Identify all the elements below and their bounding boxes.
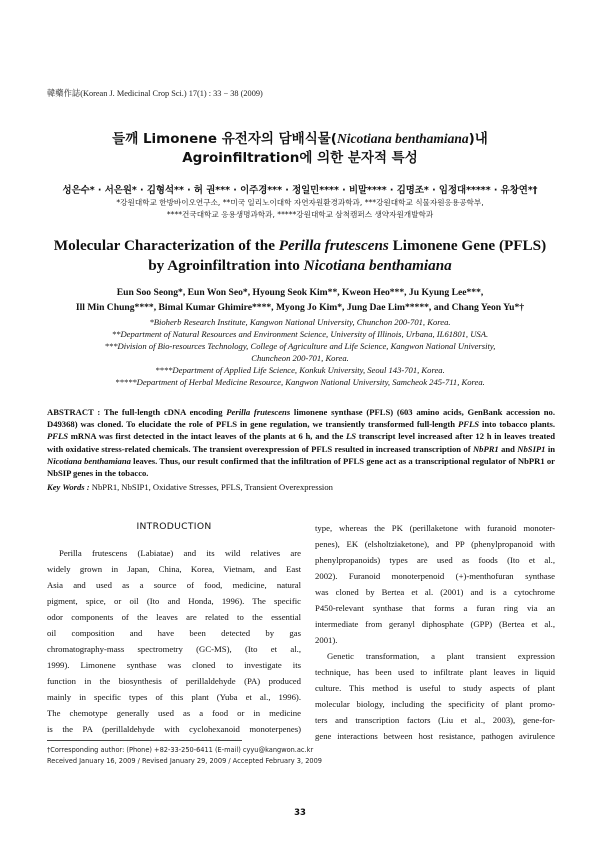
body-line: Asia and used as a source of food, medicine, natural (47, 580, 301, 590)
english-authors-line1: Eun Soo Seong*, Eun Won Seo*, Hyoung Seok Kim**, Kweon Heo***, Ju Kyung Lee***, (116, 287, 484, 298)
body-line: Perilla frutescens (Labiatae) and its wild relatives are (59, 548, 301, 558)
body-line: technique, has been used to infiltrate plant leaves in liquid (315, 667, 555, 677)
body-line: was cloned by Bertea et al. (2001) and is a cytochrome (315, 587, 555, 597)
korean-title-line2: Agroinfiltration에 의한 분자적 특성 (182, 150, 418, 166)
english-affiliation: ***Division of Bio-resources Technology, College of Agriculture and Life Science, Kangwon National University, (104, 341, 496, 351)
english-affiliation: **Department of Natural Resources and Environment Science, University of Illinois, Urbana, IL61801, USA. (111, 329, 489, 339)
english-affiliation: *****Department of Herbal Medicine Resource, Kangwon National University, Samcheok 245-711, Korea. (115, 377, 485, 387)
body-line: Genetic transformation, a plant transient expression (327, 651, 555, 661)
korean-authors: 성은수* · 서은원* · 김형석** · 허 권*** · 이주경*** · 정일민**** · 비말**** · 김명조* · 임정대***** · 유창연*† (62, 185, 538, 196)
body-line: 2002). Furanoid monoterpenoid (+)-menthofuran synthase (315, 571, 555, 581)
korean-affiliation-line1: *강원대학교 한방바이오연구소, **미국 일리노이대학 자연자원환경과학과, ***강원대학교 식물자원응용공학부, (116, 198, 484, 207)
body-line: culture. This method is useful to study aspects of plant (315, 683, 555, 693)
english-affiliation: Chuncheon 200-701, Korea. (251, 353, 349, 363)
english-authors-line2: Ill Min Chung****, Bimal Kumar Ghimire****, Myong Jo Kim*, Jung Dae Lim*****, and Chang Yeon Yu*† (75, 302, 525, 313)
body-line: penes), EK (elsholtziaketone), and PP (phenylpropanoid with (315, 539, 555, 549)
body-line: 2001). (315, 635, 338, 645)
body-line: mainly in specific types of this plant (Yuba et al., 1996). (47, 692, 301, 702)
body-line: ters and transcription factors (Liu et al., 2003), gene-for- (315, 715, 555, 725)
abstract-label: ABSTRACT : (47, 407, 101, 417)
korean-title-line1: 들깨 Limonene 유전자의 담배식물(Nicotiana benthamiana)내 (112, 131, 488, 147)
body-line: phenylpropanoids) types are used as foods (Ito et al., (315, 555, 555, 565)
received-dates-footnote: Received January 16, 2009 / Revised January 29, 2009 / Accepted February 3, 2009 (47, 757, 322, 765)
english-affiliation: ****Department of Applied Life Science, Konkuk University, Seoul 143-701, Korea. (155, 365, 445, 375)
body-line: gene interactions between host resistance, pathogen avirulence (315, 731, 555, 741)
body-line: pigment, spice, or oil (Ito and Honda, 1996). The specific (47, 596, 301, 606)
body-line: 1999). Limonene synthase was cloned to investigate its (47, 660, 301, 670)
body-line: oil composition and have been detected by gas (47, 628, 301, 638)
corresponding-author-footnote: †Corresponding author: (Phone) +82-33-250-6411 (E-mail) cyyu@kangwon.ac.kr (47, 746, 314, 754)
introduction-heading: INTRODUCTION (136, 521, 212, 532)
body-line: P450-relevant synthase that forms a furan ring via an (315, 603, 555, 613)
footnote-divider (47, 740, 242, 741)
body-line: widely grown in Japan, China, Korea, Vietnam, and East (47, 564, 301, 574)
body-line: odor components of the leaves are related to the essential (47, 612, 301, 622)
body-line: The chemotype generally used as a food or in medicine (47, 708, 301, 718)
body-line: type, whereas the PK (perillaketone with furanoid monoter- (315, 523, 555, 533)
body-line: intermediate from geranyl diphosphate (GPP) (Bertea et al., (315, 619, 555, 629)
body-line: molecular biology, including the specificity of plant promo- (315, 699, 555, 709)
journal-citation: 韓藥作誌(Korean J. Medicinal Crop Sci.) 17(1) : 33 − 38 (2009) (47, 89, 263, 98)
body-line: is the PA (perillaldehyde with cyclohexanoid monoterpenes) (47, 724, 301, 734)
english-affiliation: *Bioherb Research Institute, Kangwon National University, Chunchon 200-701, Korea. (149, 317, 451, 327)
abstract: ABSTRACT : The full-length cDNA encoding Perilla frutescens limonene synthase (PFLS) (603 amino acids, GenBank accession no. D49368) was cloned. To elucidate the role of PFLS in gene regulation, we transiently transformed full-length PFLS into tobacco plants. PFLS mRNA was first detected in the intact leaves of the plants at 6 h, and the LS transcript level increased after 12 h in leaves treated with oxidative stress-related chemicals. The transient overexpression of PFLS resulted in increased transcription of NbPR1 and NbSIP1 in Nicotiana benthamiana leaves. Thus, our result confirmed that the infiltration of PFLS gene act as a transcriptional regulator of NbPR1 or NbSIP genes in the tobacco. (47, 407, 556, 479)
english-title-line2: by Agroinfiltration into Nicotiana benthamiana (148, 257, 452, 274)
keywords-label: Key Words : (47, 482, 90, 492)
keywords: Key Words : NbPR1, NbSIP1, Oxidative Stresses, PFLS, Transient Overexpression (47, 482, 333, 492)
english-title-line1: Molecular Characterization of the Perilla frutescens Limonene Gene (PFLS) (53, 237, 547, 254)
page-number: 33 (294, 808, 306, 818)
body-line: chromatography-mass spectrometry (GC-MS), (Ito et al., (47, 644, 301, 654)
body-line: function in the biosynthesis of perillaldehyde (PA) produced (47, 676, 301, 686)
korean-affiliation-line2: ****건국대학교 응용생명과학과, *****강원대학교 삼척캠퍼스 생약자원개발학과 (166, 210, 434, 219)
